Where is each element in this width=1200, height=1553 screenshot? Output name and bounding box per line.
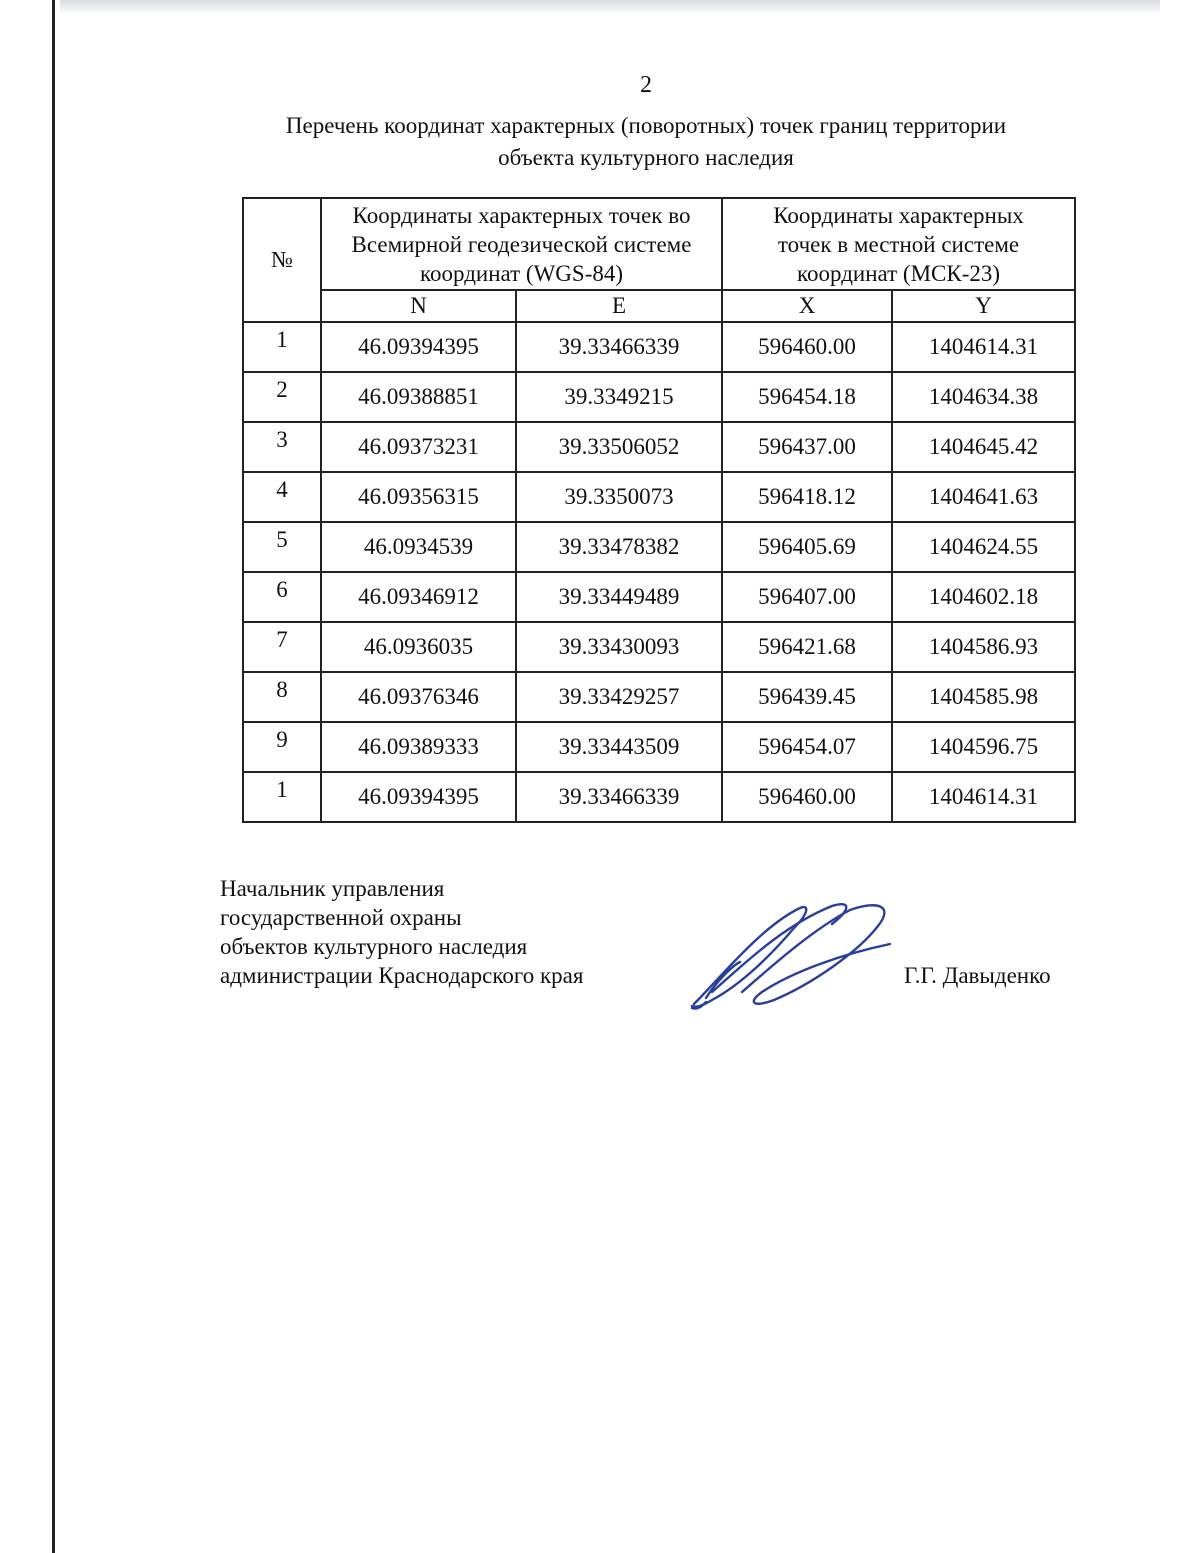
signatory-name: Г.Г. Давыденко [904, 963, 1051, 988]
table-row [243, 772, 1075, 822]
signatory-position-line: объектов культурного наследия [220, 934, 528, 959]
cell-y: 1404602.18 [892, 572, 1075, 622]
cell-x: 596454.18 [722, 372, 892, 422]
cell-x: 596460.00 [722, 772, 892, 822]
cell-x: 596454.07 [722, 722, 892, 772]
cell-e: 39.33506052 [516, 422, 722, 472]
cell-point-number: 7 [243, 622, 321, 672]
signatory-position-line: государственной охраны [220, 905, 462, 930]
scan-top-smudge [60, 0, 1160, 14]
cell-x: 596439.45 [722, 672, 892, 722]
cell-n: 46.09389333 [321, 722, 516, 772]
cell-point-number: 8 [243, 672, 321, 722]
signatory-position [220, 874, 583, 990]
document-title-line-2: объекта культурного наследия [498, 145, 794, 170]
table-row [243, 572, 1075, 622]
table-row [243, 722, 1075, 772]
cell-n: 46.0934539 [321, 522, 516, 572]
signatory-position-line: администрации Краснодарского края [220, 963, 584, 988]
document-title [200, 110, 1092, 174]
cell-e: 39.33429257 [516, 672, 722, 722]
cell-n: 46.09346912 [321, 572, 516, 622]
cell-point-number: 9 [243, 722, 321, 772]
header-wgs84: Координаты характерных точек во Всемирной геодезической системе координат (WGS-84) [321, 198, 722, 290]
document-title-line-1: Перечень координат характерных (поворотных) точек границ территории [285, 113, 1007, 138]
cell-point-number: 2 [243, 372, 321, 422]
cell-y: 1404634.38 [892, 372, 1075, 422]
cell-y: 1404586.93 [892, 622, 1075, 672]
table-row [243, 522, 1075, 572]
cell-n: 46.09394395 [321, 772, 516, 822]
table-row [243, 422, 1075, 472]
table-row [243, 672, 1075, 722]
table-row [243, 372, 1075, 422]
cell-point-number: 1 [243, 772, 321, 822]
header-y: Y [892, 290, 1075, 322]
cell-x: 596437.00 [722, 422, 892, 472]
cell-y: 1404585.98 [892, 672, 1075, 722]
header-x: X [722, 290, 892, 322]
coordinates-table [242, 197, 1076, 823]
cell-point-number: 1 [243, 322, 321, 372]
table-row [243, 322, 1075, 372]
header-number: № [243, 198, 321, 322]
cell-n: 46.0936035 [321, 622, 516, 672]
cell-e: 39.33466339 [516, 322, 722, 372]
header-e: E [516, 290, 722, 322]
cell-n: 46.09394395 [321, 322, 516, 372]
cell-e: 39.33430093 [516, 622, 722, 672]
cell-x: 596460.00 [722, 322, 892, 372]
table-row [243, 622, 1075, 672]
header-n: N [321, 290, 516, 322]
scan-left-edge [52, 0, 55, 1553]
cell-y: 1404624.55 [892, 522, 1075, 572]
cell-e: 39.33449489 [516, 572, 722, 622]
cell-x: 596421.68 [722, 622, 892, 672]
signatory-position-line: Начальник управления [220, 876, 445, 901]
cell-x: 596407.00 [722, 572, 892, 622]
cell-point-number: 6 [243, 572, 321, 622]
cell-n: 46.09356315 [321, 472, 516, 522]
page-number: 2 [640, 72, 652, 98]
cell-n: 46.09373231 [321, 422, 516, 472]
cell-point-number: 4 [243, 472, 321, 522]
cell-y: 1404614.31 [892, 322, 1075, 372]
cell-n: 46.09388851 [321, 372, 516, 422]
cell-y: 1404645.42 [892, 422, 1075, 472]
cell-e: 39.33443509 [516, 722, 722, 772]
handwritten-signature [682, 896, 902, 1018]
cell-point-number: 3 [243, 422, 321, 472]
cell-x: 596405.69 [722, 522, 892, 572]
cell-e: 39.33478382 [516, 522, 722, 572]
cell-e: 39.33466339 [516, 772, 722, 822]
header-msk23: Координаты характерных точек в местной системе координат (МСК-23) [722, 198, 1075, 290]
cell-y: 1404614.31 [892, 772, 1075, 822]
cell-e: 39.3349215 [516, 372, 722, 422]
cell-point-number: 5 [243, 522, 321, 572]
table-row [243, 472, 1075, 522]
cell-y: 1404596.75 [892, 722, 1075, 772]
cell-e: 39.3350073 [516, 472, 722, 522]
cell-n: 46.09376346 [321, 672, 516, 722]
cell-x: 596418.12 [722, 472, 892, 522]
cell-y: 1404641.63 [892, 472, 1075, 522]
